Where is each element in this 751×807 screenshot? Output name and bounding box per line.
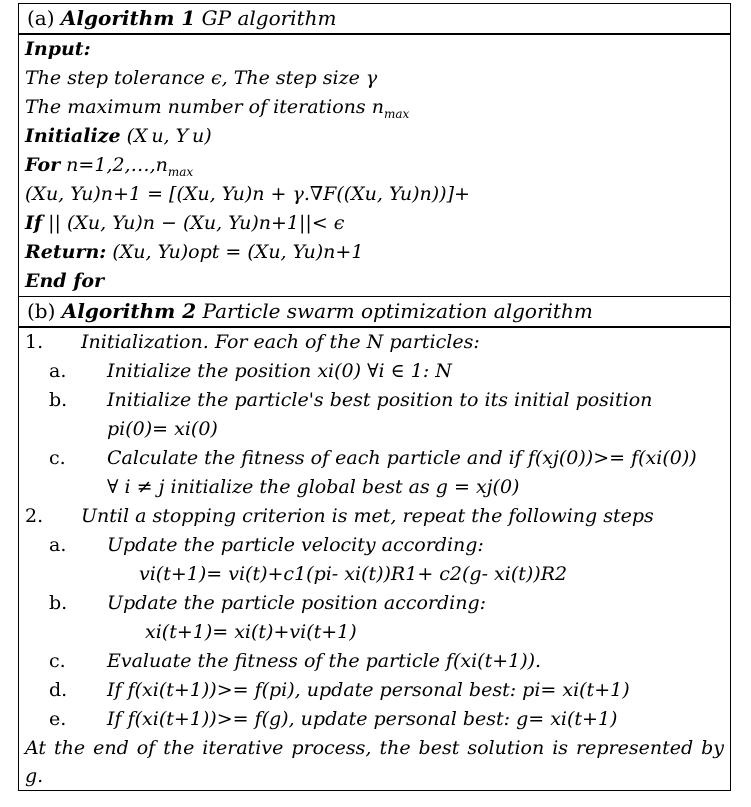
step-2c [19,647,730,676]
step-2b-eq [19,618,730,647]
step-text: Update the particle position according: [107,592,487,614]
algorithm-1-header [19,4,730,35]
if-label: If [25,212,43,234]
step-text: If f(xi(t+1))>= f(g), update personal best: g= xi(t+1) [107,708,618,730]
step-letter: c. [49,447,66,469]
end-for-label: End for [25,270,105,292]
step-1c-cont [19,473,730,502]
initialize-line [25,122,724,151]
algorithm-2-title: Particle swarm optimization algorithm [196,299,593,323]
step-1b [19,386,730,415]
algorithms-document [18,3,731,791]
return-label: Return: [25,241,107,263]
final-statement: At the end of the iterative process, the best solution is represented by g. [25,737,724,787]
algorithm-1-box [18,3,731,297]
step-1a [19,357,730,386]
step-number: 1. [25,331,44,353]
step-letter: d. [49,679,68,701]
step-text: Update the particle velocity according: [107,534,484,556]
step-letter: a. [49,360,67,382]
for-expr: n=1,2,…,n [60,154,168,176]
step-letter: b. [49,389,68,411]
step-1c [19,444,730,473]
algorithm-1-body [19,35,730,296]
step-text: Evaluate the fitness of the particle f(xi(t+1)). [107,650,542,672]
initialize-label: Initialize [25,125,121,147]
position-equation: xi(t+1)= xi(t)+vi(t+1) [145,621,357,643]
header-prefix: (a) [27,6,61,30]
step-2b [19,589,730,618]
step-text: Calculate the fitness of each particle and if f(xj(0))>= f(xi(0)) [107,447,697,469]
step-continuation: pi(0)= xi(0) [107,418,218,440]
input-line-1: The step tolerance ϵ, The step size γ [25,67,378,89]
step-letter: a. [49,534,67,556]
step-2a-eq [19,560,730,589]
input-line-2-sub: max [383,106,410,121]
for-line [25,151,724,180]
step-text: Initialize the position xi(0) ∀i ∈ 1: N [107,360,452,382]
step-1 [19,328,730,357]
return-line [25,238,724,267]
input-label: Input: [25,38,91,60]
algorithm-2-title-bold: Algorithm 2 [61,299,197,323]
input-line-2-text: The maximum number of iterations n [25,96,384,118]
for-sub: max [167,164,194,179]
step-continuation: ∀ i ≠ j initialize the global best as g = xj(0) [107,476,520,498]
velocity-equation: vi(t+1)= vi(t)+c1(pi- xi(t))R1+ c2(g- xi(t))R2 [139,563,568,585]
initialize-expr: (X u, Y u) [120,125,212,147]
step-2d [19,676,730,705]
step-text: If f(xi(t+1))>= f(pi), update personal best: pi= xi(t+1) [107,679,630,701]
if-expr: || (Xu, Yu)n − (Xu, Yu)n+1||< ϵ [42,212,345,234]
step-text: Until a stopping criterion is met, repeat the following steps [81,505,654,527]
step-2 [19,502,730,531]
step-letter: b. [49,592,68,614]
if-line [25,209,724,238]
step-number: 2. [25,505,44,527]
header-prefix: (b) [27,299,62,323]
step-letter: e. [49,708,67,730]
step-text: Initialize the particle's best position to its initial position [107,389,653,411]
step-2a [19,531,730,560]
algorithm-1-title-bold: Algorithm 1 [60,6,196,30]
return-expr: (Xu, Yu)opt = (Xu, Yu)n+1 [106,241,364,263]
update-expr: (Xu, Yu)n+1 = [(Xu, Yu)n + γ.∇F((Xu, Yu)n))]+ [25,183,470,205]
step-text: Initialization. For each of the N particles: [81,331,480,353]
step-2e [19,705,730,734]
for-label: For [25,154,61,176]
input-line-2 [25,93,724,122]
algorithm-2-steps [19,328,730,734]
step-1b-cont [19,415,730,444]
step-letter: c. [49,650,66,672]
algorithm-1-title: GP algorithm [195,6,337,30]
algorithm-2-box [18,297,731,791]
algorithm-2-header [19,297,730,328]
